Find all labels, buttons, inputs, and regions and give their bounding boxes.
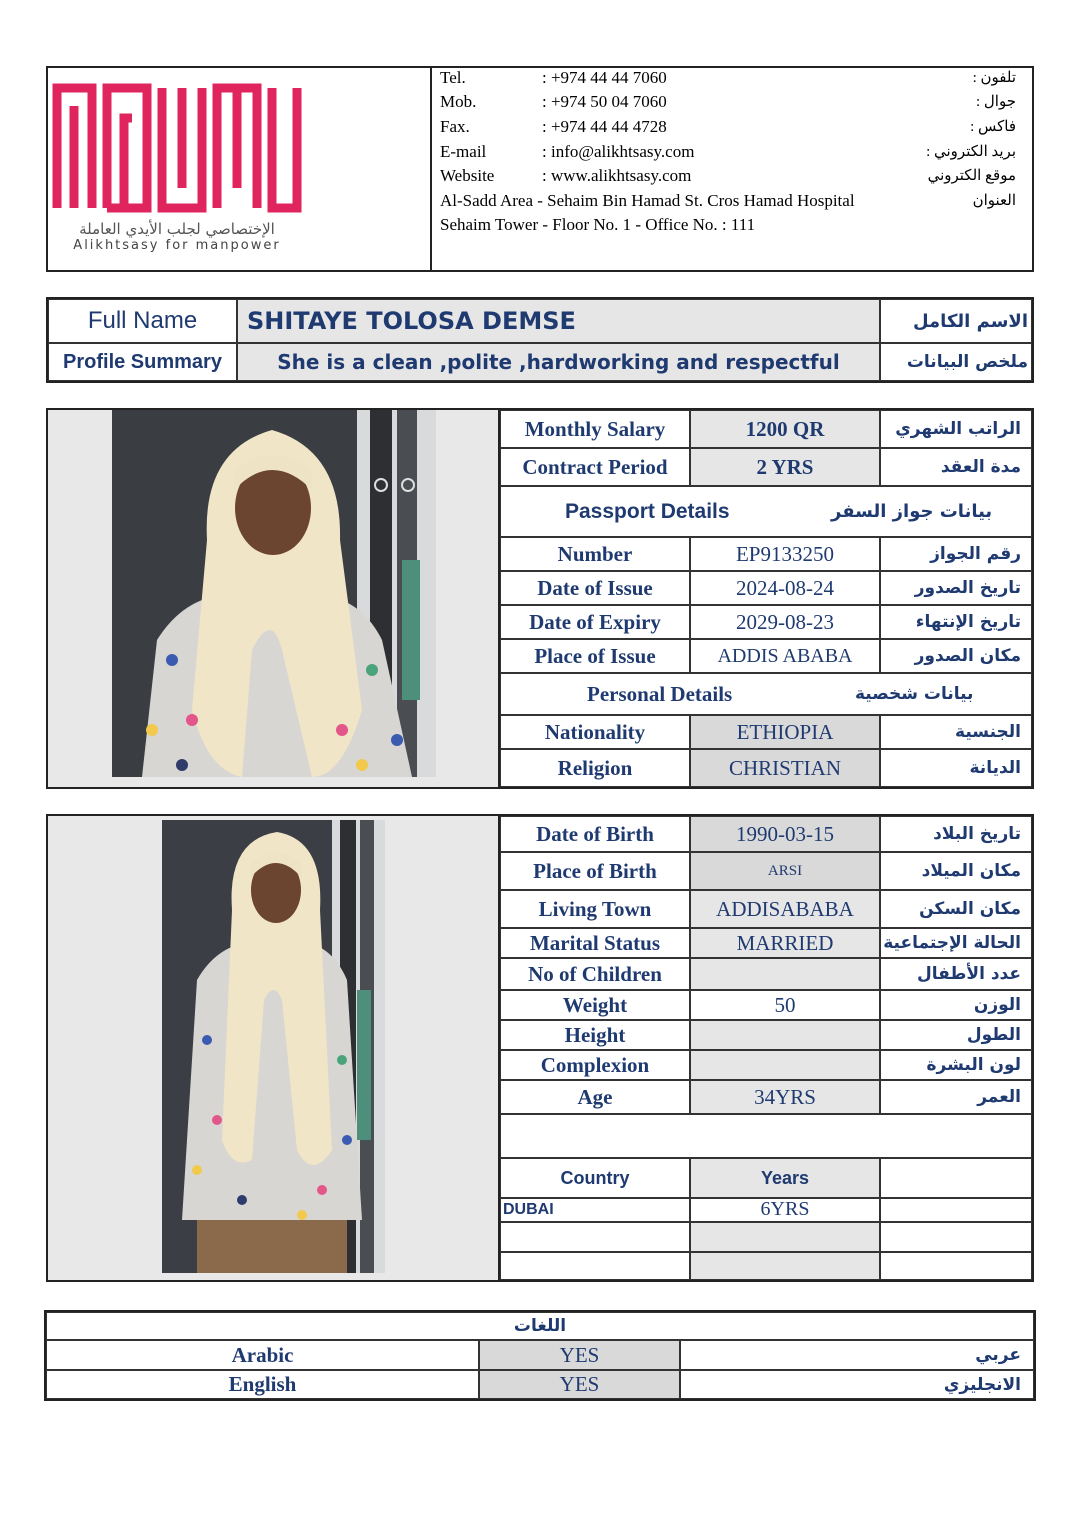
marital-status-value: MARRIED <box>690 928 880 958</box>
contact-fax-label: Fax. <box>440 117 470 136</box>
contract-period-ar: مدة العقد <box>880 448 1032 486</box>
experience-row-blank <box>880 1222 1032 1252</box>
issue-place-value: ADDIS ABABA <box>690 639 880 673</box>
height-value <box>690 1020 880 1050</box>
contact-fax-value: : +974 44 44 4728 <box>542 117 667 136</box>
dob-label: Date of Birth <box>500 816 690 852</box>
contact-fax-ar: فاكس : <box>970 119 1016 135</box>
experience-row-country <box>500 1222 690 1252</box>
contact-website-ar: موقع الكتروني <box>927 168 1016 184</box>
address-line-2: Sehaim Tower - Floor No. 1 - Office No. : 111 <box>440 215 756 234</box>
nationality-value: ETHIOPIA <box>690 715 880 749</box>
language-name-english-ar: الانجليزي <box>680 1370 1034 1399</box>
nationality-label: Nationality <box>500 715 690 749</box>
age-ar: العمر <box>880 1080 1032 1114</box>
expiry-date-ar: تاريخ الإنتهاء <box>880 605 1032 639</box>
contact-tel-label: Tel. <box>440 68 466 87</box>
expiry-date-value: 2029-08-23 <box>690 605 880 639</box>
dob-ar: تاريخ البلاد <box>880 816 1032 852</box>
religion-label: Religion <box>500 749 690 787</box>
experience-row-country <box>500 1252 690 1280</box>
contact-website-value[interactable]: : www.alikhtsasy.com <box>542 166 692 185</box>
full-name-ar: الاسم الكامل <box>880 299 1032 343</box>
logo-arabic-name: الإختصاصي لجلب الأيدي العاملة <box>79 220 275 238</box>
salary-ar: الراتب الشهري <box>880 410 1032 448</box>
contract-period-label: Contract Period <box>500 448 690 486</box>
header-divider <box>430 67 432 271</box>
salary-label: Monthly Salary <box>500 410 690 448</box>
issue-date-label: Date of Issue <box>500 571 690 605</box>
contact-email-label: E-mail <box>440 142 487 161</box>
personal-details-title-ar: بيانات شخصية <box>855 684 974 704</box>
logo-mark-icon <box>52 78 302 213</box>
experience-row-years: 6YRS <box>690 1198 880 1222</box>
issue-place-ar: مكان الصدور <box>880 639 1032 673</box>
complexion-ar: لون البشرة <box>880 1050 1032 1080</box>
experience-header-blank <box>880 1158 1032 1198</box>
blank-spacer-row <box>500 1114 1032 1158</box>
profile-summary-value: She is a clean ,polite ,hardworking and respectful <box>237 343 880 381</box>
height-label: Height <box>500 1020 690 1050</box>
complexion-value <box>690 1050 880 1080</box>
passport-number-ar: رقم الجواز <box>880 537 1032 571</box>
company-logo <box>52 78 302 258</box>
weight-label: Weight <box>500 990 690 1020</box>
experience-row-years <box>690 1222 880 1252</box>
contact-email-value[interactable]: : info@alikhtsasy.com <box>542 142 695 161</box>
language-level-english: YES <box>479 1370 680 1399</box>
languages-title: اللغات <box>46 1312 1034 1340</box>
language-name-arabic: Arabic <box>46 1340 479 1370</box>
living-town-ar: مكان السكن <box>880 890 1032 928</box>
children-label: No of Children <box>500 958 690 990</box>
pob-label: Place of Birth <box>500 852 690 890</box>
full-name-value: SHITAYE TOLOSA DEMSE <box>237 299 880 343</box>
height-ar: الطول <box>880 1020 1032 1050</box>
nationality-ar: الجنسية <box>880 715 1032 749</box>
experience-country-header: Country <box>500 1158 690 1198</box>
passport-details-title-ar: بيانات جواز السفر <box>831 501 993 522</box>
experience-row-country: DUBAI <box>500 1198 690 1222</box>
personal-details-header <box>500 673 1032 715</box>
issue-date-value: 2024-08-24 <box>690 571 880 605</box>
living-town-value: ADDISABABA <box>690 890 880 928</box>
contract-period-value: 2 YRS <box>690 448 880 486</box>
candidate-photo-portrait <box>112 410 436 777</box>
marital-status-label: Marital Status <box>500 928 690 958</box>
issue-place-label: Place of Issue <box>500 639 690 673</box>
contact-mob-label: Mob. <box>440 92 477 111</box>
contact-tel-value: : +974 44 44 7060 <box>542 68 667 87</box>
passport-number-label: Number <box>500 537 690 571</box>
experience-row-blank <box>880 1252 1032 1280</box>
dob-value: 1990-03-15 <box>690 816 880 852</box>
language-level-arabic: YES <box>479 1340 680 1370</box>
contact-email-ar: بريد الكتروني : <box>926 144 1016 160</box>
profile-summary-label: Profile Summary <box>48 343 237 381</box>
pob-ar: مكان الميلاد <box>880 852 1032 890</box>
profile-summary-ar: ملخص البيانات <box>880 343 1032 381</box>
personal-details-title: Personal Details <box>587 681 733 706</box>
language-name-english: English <box>46 1370 479 1399</box>
children-value <box>690 958 880 990</box>
weight-value: 50 <box>690 990 880 1020</box>
experience-row-years <box>690 1252 880 1280</box>
age-value: 34YRS <box>690 1080 880 1114</box>
complexion-label: Complexion <box>500 1050 690 1080</box>
passport-number-value: EP9133250 <box>690 537 880 571</box>
experience-years-header: Years <box>690 1158 880 1198</box>
experience-row-blank <box>880 1198 1032 1222</box>
contact-website-label: Website <box>440 166 495 185</box>
children-ar: عدد الأطفال <box>880 958 1032 990</box>
religion-value: CHRISTIAN <box>690 749 880 787</box>
marital-status-ar: الحالة الإجتماعية <box>880 928 1032 958</box>
issue-date-ar: تاريخ الصدور <box>880 571 1032 605</box>
weight-ar: الوزن <box>880 990 1032 1020</box>
candidate-photo-full <box>162 820 385 1273</box>
salary-value: 1200 QR <box>690 410 880 448</box>
age-label: Age <box>500 1080 690 1114</box>
logo-english-name: Alikhtsasy for manpower <box>73 238 281 253</box>
contact-mob-ar: جوال : <box>975 94 1016 110</box>
address-line-1: Al-Sadd Area - Sehaim Bin Hamad St. Cros Hamad Hospital <box>440 191 855 210</box>
language-name-arabic-ar: عربي <box>680 1340 1034 1370</box>
full-name-label: Full Name <box>48 299 237 343</box>
pob-value: ARSI <box>690 852 880 890</box>
passport-details-header <box>500 486 1032 537</box>
contact-tel-ar: تلفون : <box>972 70 1016 86</box>
religion-ar: الديانة <box>880 749 1032 787</box>
address-ar-label: العنوان <box>972 193 1016 209</box>
passport-details-title: Passport Details <box>565 499 730 523</box>
contact-mob-value: : +974 50 04 7060 <box>542 92 667 111</box>
expiry-date-label: Date of Expiry <box>500 605 690 639</box>
living-town-label: Living Town <box>500 890 690 928</box>
